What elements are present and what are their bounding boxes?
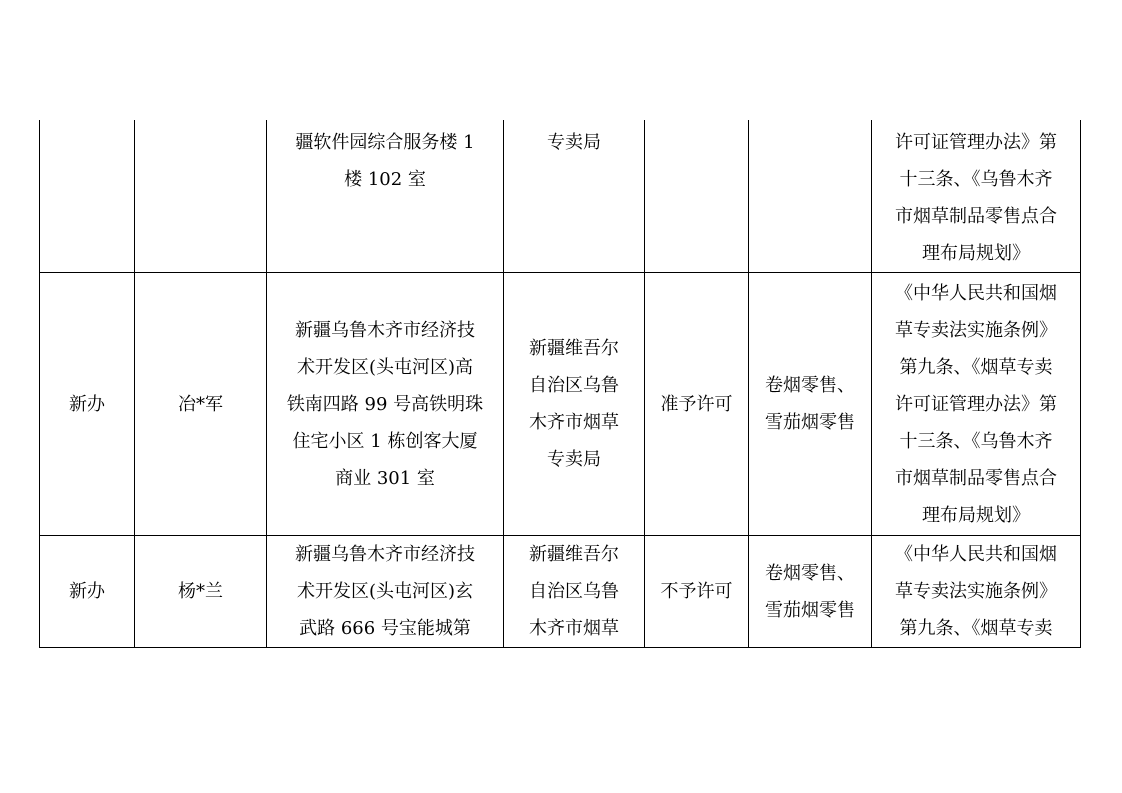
- basis-line: 理布局规划》: [922, 504, 1030, 526]
- scope-line: 卷烟零售、: [765, 562, 855, 584]
- address-line: 楼 102 室: [344, 169, 426, 190]
- type-cell: 新办: [40, 273, 135, 536]
- decision-cell: [645, 120, 749, 273]
- license-table: [39, 120, 1081, 648]
- basis-line: 理布局规划》: [922, 243, 1030, 264]
- address-line: 铁南四路 99 号高铁明珠: [286, 393, 484, 415]
- basis-line: 市烟草制品零售点合: [895, 206, 1057, 227]
- address-line: 新疆乌鲁木齐市经济技: [295, 544, 475, 565]
- table-row: [40, 120, 1081, 273]
- scope-cell: [749, 536, 872, 648]
- address-line: 术开发区(头屯河区)玄: [296, 581, 474, 602]
- basis-line: 市烟草制品零售点合: [895, 467, 1057, 489]
- basis-line: 许可证管理办法》第: [895, 393, 1057, 415]
- scope-line: 卷烟零售、: [765, 375, 855, 396]
- scope-line: 雪茄烟零售: [765, 599, 855, 621]
- type-cell: [40, 120, 135, 273]
- address-line: 新疆乌鲁木齐市经济技: [295, 319, 475, 341]
- address-cell: [267, 536, 504, 648]
- address-line: 武路 666 号宝能城第: [299, 618, 471, 639]
- name-cell: [135, 120, 267, 273]
- address-line: 商业 301 室: [335, 467, 435, 489]
- basis-line: 第九条、《烟草专卖: [899, 618, 1053, 639]
- basis-line: 十三条、《乌鲁木齐: [899, 430, 1053, 452]
- basis-line: 《中华人民共和国烟: [895, 544, 1057, 565]
- name-cell: 杨*兰: [135, 536, 267, 648]
- basis-line: 草专卖法实施条例》: [895, 319, 1057, 341]
- address-cell: [267, 273, 504, 536]
- authority-line: 专卖局: [547, 132, 601, 153]
- authority-line: 新疆维吾尔: [529, 338, 619, 359]
- address-cell: [267, 120, 504, 273]
- basis-cell: [872, 273, 1081, 536]
- basis-line: 许可证管理办法》第: [895, 132, 1057, 153]
- basis-cell: [872, 536, 1081, 648]
- scope-cell: [749, 273, 872, 536]
- address-line: 术开发区(头屯河区)高: [296, 356, 474, 378]
- decision-cell: 准予许可: [645, 273, 749, 536]
- authority-line: 木齐市烟草: [529, 412, 619, 433]
- type-cell: 新办: [40, 536, 135, 648]
- scope-cell: [749, 120, 872, 273]
- authority-cell: [504, 536, 645, 648]
- basis-line: 草专卖法实施条例》: [895, 581, 1057, 602]
- basis-line: 《中华人民共和国烟: [895, 282, 1057, 304]
- table-row: [40, 273, 1081, 536]
- authority-line: 木齐市烟草: [529, 618, 619, 639]
- decision-cell: 不予许可: [645, 536, 749, 648]
- basis-line: 十三条、《乌鲁木齐: [899, 169, 1053, 190]
- authority-line: 专卖局: [547, 449, 601, 470]
- authority-cell: [504, 273, 645, 536]
- authority-line: 自治区乌鲁: [529, 375, 619, 396]
- address-line: 疆软件园综合服务楼 1: [295, 132, 475, 153]
- authority-line: 新疆维吾尔: [529, 544, 619, 565]
- authority-line: 自治区乌鲁: [529, 581, 619, 602]
- scope-line: 雪茄烟零售: [765, 412, 855, 433]
- address-line: 住宅小区 1 栋创客大厦: [292, 430, 478, 452]
- table-row: [40, 536, 1081, 648]
- authority-cell: [504, 120, 645, 273]
- basis-cell: [872, 120, 1081, 273]
- basis-line: 第九条、《烟草专卖: [899, 356, 1053, 378]
- name-cell: 冶*军: [135, 273, 267, 536]
